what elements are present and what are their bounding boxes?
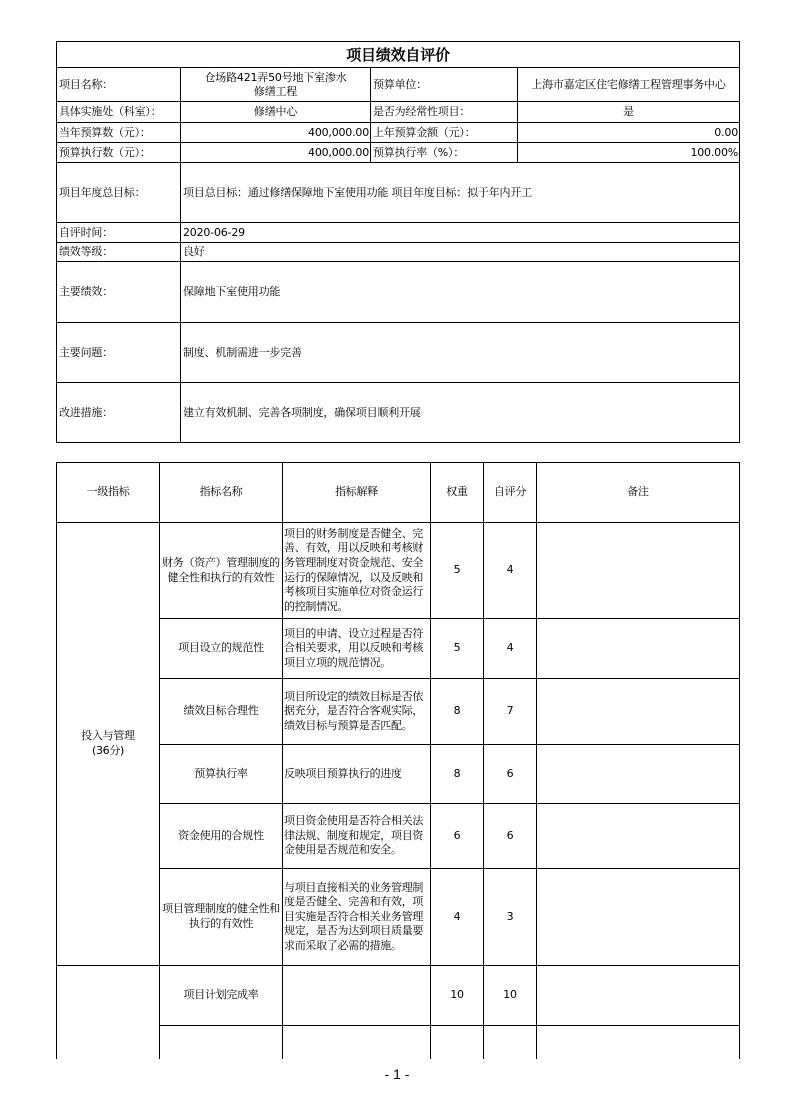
indicator-name: 绩效目标合理性 (159, 678, 283, 745)
header-name: 指标名称 (159, 462, 283, 523)
exec-rate-value: 100.00% (517, 142, 740, 163)
indicator-score: 6 (483, 744, 537, 804)
budget-unit-label: 预算单位： (370, 67, 518, 102)
indicator-weight: 4 (430, 868, 484, 966)
indicator-weight: 8 (430, 744, 484, 804)
prev-budget-label: 上年预算金额（元）： (370, 122, 518, 143)
budget-unit-value (517, 67, 740, 102)
recurring-label: 是否为经常性项目： (370, 101, 518, 123)
exec-label: 预算执行数（元）： (56, 142, 181, 163)
indicator-note (536, 965, 740, 1026)
group-score-note: (36分) (91, 744, 125, 757)
header-note: 备注 (536, 462, 740, 523)
group-name: 投入与管理 (81, 729, 135, 743)
goal-value: 项目总目标：通过修缮保障地下室使用功能 项目年度目标：拟于年内开工 (180, 162, 740, 223)
indicator-name: 项目设立的规范性 (159, 618, 283, 679)
indicator-note (536, 744, 740, 804)
main-issue-value: 制度、机制需进一步完善 (180, 322, 740, 383)
indicator-note (536, 803, 740, 869)
indicator-name: 项目计划完成率 (159, 965, 283, 1026)
indicator-name: 项目管理制度的健全性和执行的有效性 (159, 868, 283, 966)
eval-time-value: 2020-06-29 (180, 222, 740, 243)
indicator-note (536, 522, 740, 619)
prev-budget-value: 0.00 (517, 122, 740, 143)
indicator-desc: 项目的申请、设立过程是否符合相关要求，用以反映和考核项目立项的规范情况。 (282, 618, 431, 679)
goal-label: 项目年度总目标： (56, 162, 181, 223)
exec-rate-label: 预算执行率（%）： (370, 142, 518, 163)
indicator-desc (282, 965, 431, 1026)
indicator-desc: 与项目直接相关的业务管理制度是否健全、完善和有效，项目实施是否符合相关业务管理规定，是否为达到项目质量要求而采取了必需的措施。 (282, 868, 431, 966)
indicator-score: 6 (483, 803, 537, 869)
page-number: - 1 - (384, 1066, 410, 1082)
improve-value: 建立有效机制、完善各项制度，确保项目顺利开展 (180, 382, 740, 443)
project-name-label: 项目名称： (56, 67, 181, 102)
improve-label: 改进措施： (56, 382, 181, 443)
main-perf-value: 保障地下室使用功能 (180, 261, 740, 323)
indicator-weight: 10 (430, 965, 484, 1026)
grade-label: 绩效等级： (56, 242, 181, 262)
indicator-name: 资金使用的合规性 (159, 803, 283, 869)
indicator-score: 4 (483, 522, 537, 619)
indicator-weight: 8 (430, 678, 484, 745)
indicator-score: 7 (483, 678, 537, 745)
indicator-score: 4 (483, 618, 537, 679)
page-title: 项目绩效自评价 (56, 41, 740, 68)
group-input-management (56, 522, 160, 966)
indicator-weight: 6 (430, 803, 484, 869)
indicator-note (536, 678, 740, 745)
budget-unit-text: 上海市嘉定区住宅修缮工程管理事务中心 (531, 77, 726, 91)
header-desc: 指标解释 (282, 462, 431, 523)
project-name-value (180, 67, 371, 102)
summary-table (0, 0, 794, 450)
indicator-weight: 5 (430, 618, 484, 679)
header-score: 自评分 (483, 462, 537, 523)
dept-value: 修缮中心 (180, 101, 371, 123)
indicator-desc: 项目的财务制度是否健全、完善、有效，用以反映和考核财务管理制度对资金规范、安全运行的保障情况，以及反映和考核项目实施单位对资金运行的控制情况。 (282, 522, 431, 619)
indicator-weight: 5 (430, 522, 484, 619)
indicator-score: 3 (483, 868, 537, 966)
header-level1: 一级指标 (56, 462, 160, 523)
indicator-note (536, 618, 740, 679)
indicator-desc: 项目所设定的绩效目标是否依据充分，是否符合客观实际，绩效目标与预算是否匹配。 (282, 678, 431, 745)
indicator-desc: 项目资金使用是否符合相关法律法规、制度和规定，项目资金使用是否规范和安全。 (282, 803, 431, 869)
budget-label: 当年预算数（元）： (56, 122, 181, 143)
group-output (56, 965, 160, 1065)
grade-value: 良好 (180, 242, 740, 262)
indicator-note (536, 868, 740, 966)
indicator-name: 财务（资产）管理制度的健全性和执行的有效性 (159, 522, 283, 619)
main-issue-label: 主要问题： (56, 322, 181, 383)
budget-value: 400,000.00 (180, 122, 371, 143)
recurring-value: 是 (517, 101, 740, 123)
eval-time-label: 自评时间： (56, 222, 181, 243)
header-weight: 权重 (430, 462, 484, 523)
indicator-desc: 反映项目预算执行的进度 (282, 744, 431, 804)
indicator-name: 预算执行率 (159, 744, 283, 804)
project-name-text: 仓场路421弄50号地下室渗水修缮工程 (204, 70, 347, 98)
exec-value: 400,000.00 (180, 142, 371, 163)
indicator-table (0, 455, 794, 1060)
main-perf-label: 主要绩效： (56, 261, 181, 323)
dept-label: 具体实施处（科室）： (56, 101, 181, 123)
indicator-score: 10 (483, 965, 537, 1026)
